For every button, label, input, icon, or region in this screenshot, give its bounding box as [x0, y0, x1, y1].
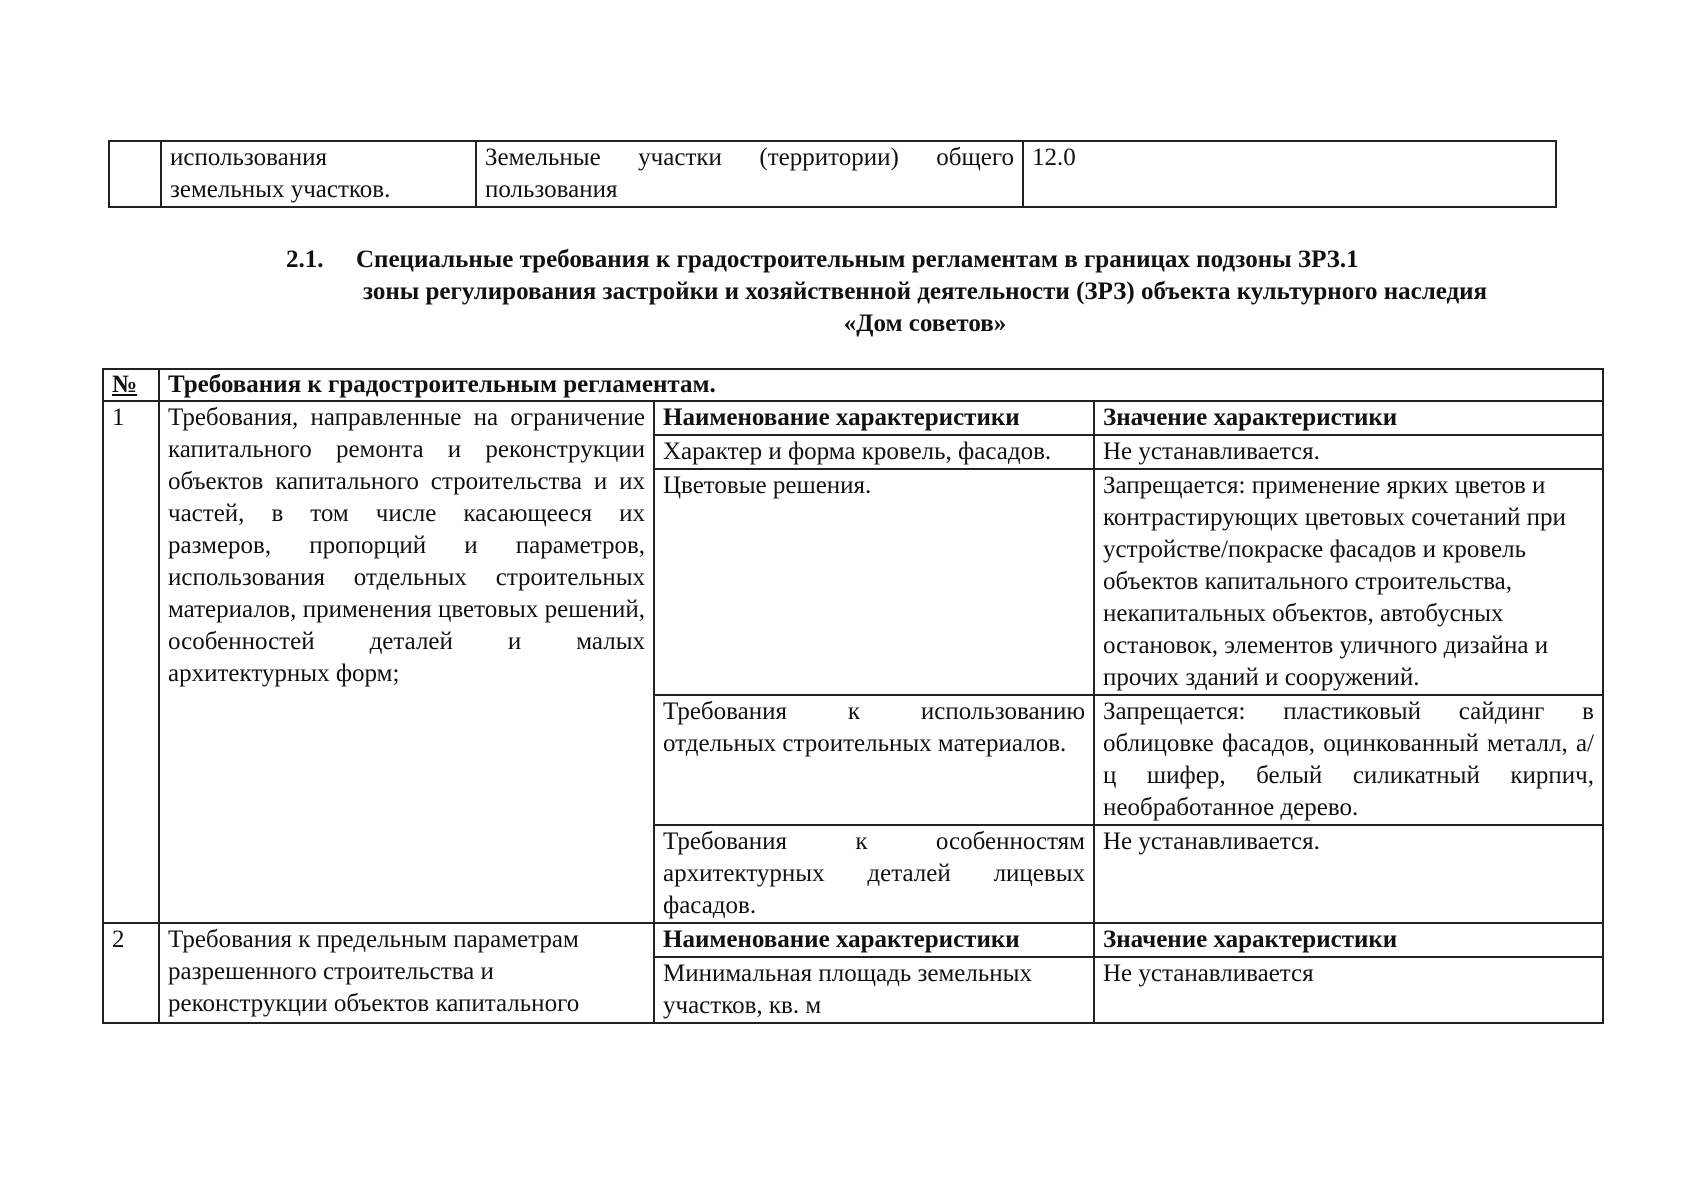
continuation-table — [108, 140, 1557, 208]
cell-text-line: Земельные участки (территории) общего — [485, 144, 1014, 171]
table-header-row — [103, 369, 1603, 401]
cell-text-line: пользования — [485, 176, 618, 203]
row-number: 1 — [103, 401, 159, 923]
cell-category — [161, 141, 476, 207]
subheader-value: Значение характеристики — [1094, 401, 1603, 435]
characteristic-value: Не устанавливается. — [1094, 825, 1603, 923]
characteristic-value: Не устанавливается — [1094, 957, 1603, 1023]
characteristic-value: Не устанавливается. — [1094, 435, 1603, 469]
characteristic-name: Требования к особенностям архитектурных деталей лицевых фасадов. — [654, 825, 1094, 923]
row-number: 2 — [103, 923, 159, 1023]
characteristic-value: Запрещается: применение ярких цветов и контрастирующих цветовых сочетаний при устройстве/покраске фасадов и кровель объектов капитального строительства, некапитальных объектов, автобусных остановок, элементов уличного дизайна и прочих зданий и сооружений. — [1094, 469, 1603, 695]
cell-use-name — [476, 141, 1023, 207]
cell-code: 12.0 — [1023, 141, 1556, 207]
heading-line: «Дом советов» — [843, 310, 1007, 337]
table-row — [103, 401, 1603, 435]
cell-number — [109, 141, 161, 207]
subheader-name: Наименование характеристики — [654, 923, 1094, 957]
characteristic-name: Минимальная площадь земельных участков, кв. м — [654, 957, 1094, 1023]
heading-text: Специальные требования к градостроительным регламентам в границах подзоны ЗРЗ.1 — [356, 246, 1359, 273]
characteristic-name: Характер и форма кровель, фасадов. — [654, 435, 1094, 469]
row-description: Требования, направленные на ограничение капитального ремонта и реконструкции объектов капитального строительства и их частей, в том числе касающееся их размеров, пропорций и параметров, использования отдельных строительных материалов, применения цветовых решений, особенностей деталей и малых архитектурных форм; — [159, 401, 654, 923]
table-row — [103, 923, 1603, 957]
table-row — [109, 141, 1556, 207]
cell-text-line: использования — [170, 144, 327, 171]
row-description: Требования к предельным параметрам разрешенного строительства и реконструкции объектов капитального — [159, 923, 654, 1023]
section-heading — [280, 244, 1570, 340]
cell-text-line: земельных участков. — [170, 176, 391, 203]
header-title: Требования к градостроительным регламентам. — [159, 369, 1603, 401]
heading-line: зоны регулирования застройки и хозяйственной деятельности (ЗРЗ) объекта культурного наследия — [362, 278, 1488, 305]
characteristic-value: Запрещается: пластиковый сайдинг в облицовке фасадов, оцинкованный металл, а/ц шифер, белый силикатный кирпич, необработанное дерево. — [1094, 695, 1603, 825]
header-number: № — [103, 369, 159, 401]
section-number: 2.1. — [286, 246, 324, 273]
requirements-table — [102, 368, 1604, 1024]
characteristic-name: Цветовые решения. — [654, 469, 1094, 695]
subheader-value: Значение характеристики — [1094, 923, 1603, 957]
heading-line — [280, 244, 1570, 276]
subheader-name: Наименование характеристики — [654, 401, 1094, 435]
characteristic-name: Требования к использованию отдельных строительных материалов. — [654, 695, 1094, 825]
